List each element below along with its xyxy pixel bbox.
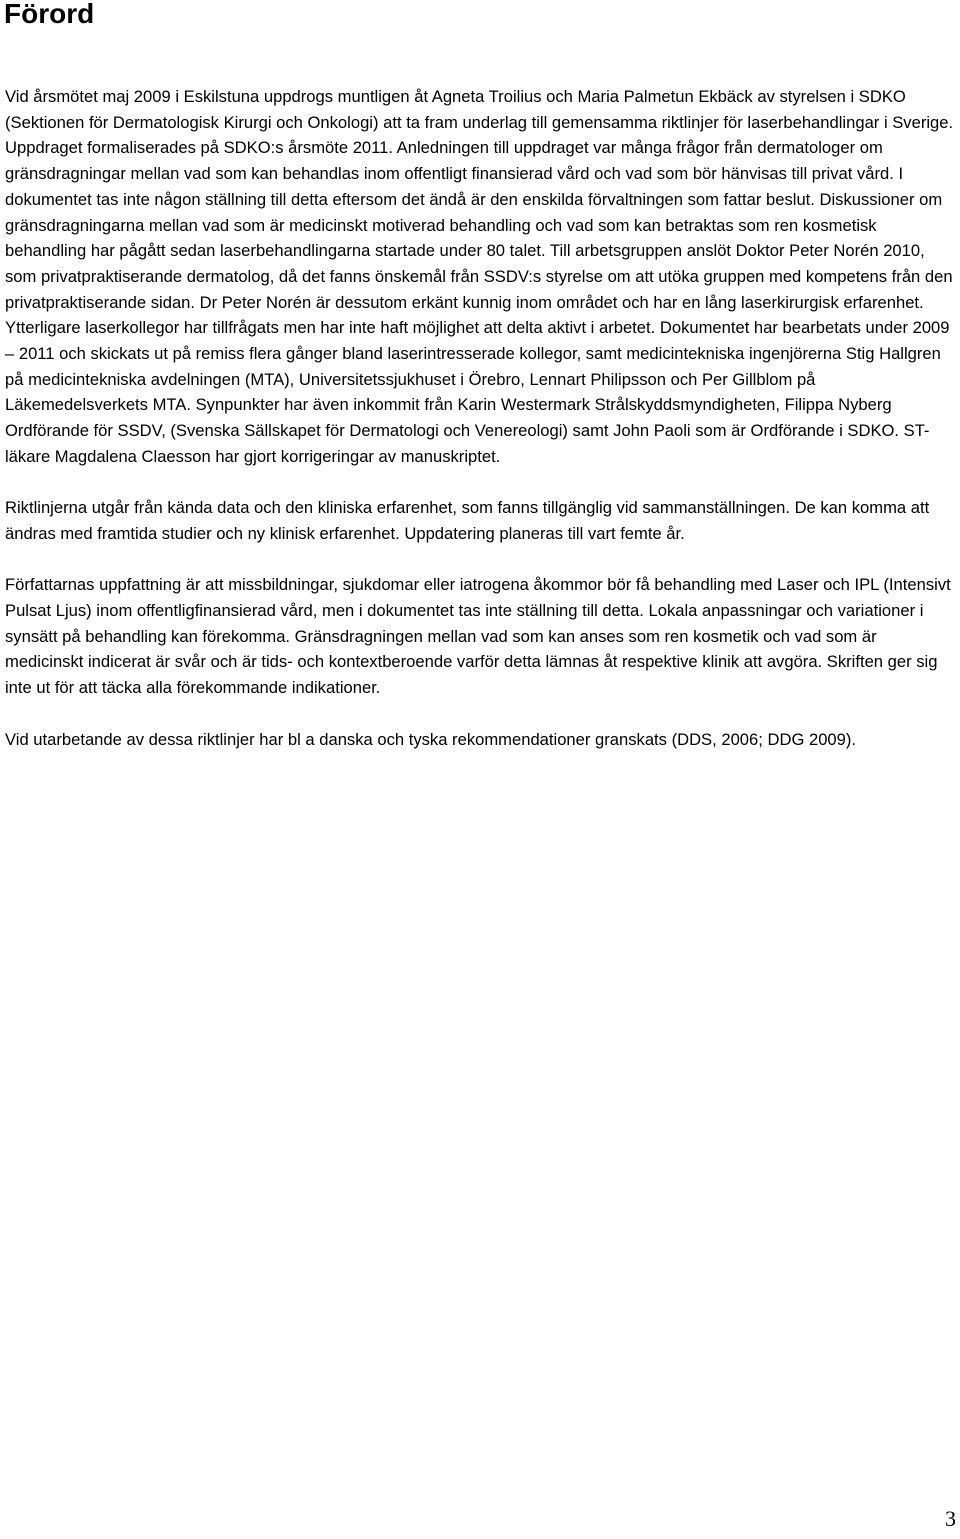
paragraph-evidence-basis: Riktlinjerna utgår från kända data och den kliniska erfarenhet, som fanns tillgänglig vid sammanställningen. De kan komma att ändras med framtida studier och ny klinisk erfarenhet. Uppdatering planeras till vart femte år. <box>5 498 930 543</box>
paragraph-references: Vid utarbetande av dessa riktlinjer har bl a danska och tyska rekommendationer granskats (DDS, 2006; DDG 2009). <box>5 729 857 749</box>
paragraph-authors-view: Författarnas uppfattning är att missbildningar, sjukdomar eller iatrogena åkommor bör få behandling med Laser och IPL (Intensivt Pulsat Ljus) inom offentligfinansierad vård, men i dokumentet tas inte ställning till detta. Lokala anpassningar och variationer i synsätt på behandling kan förekomma. Gränsdragningen mellan vad som kan anses som ren kosmetik och vad som är medicinskt indicerat är svår och är tids- och kontextberoende varför detta lämnas åt respektive klinik att avgöra. Skriften ger sig inte ut för att täcka alla förekommande indikationer. <box>5 575 951 698</box>
paragraph-background: Vid årsmötet maj 2009 i Eskilstuna uppdrogs muntligen åt Agneta Troilius och Maria Palmetun Ekbäck av styrelsen i SDKO (Sektionen för Dermatologisk Kirurgi och Onkologi) att ta fram underlag till gemensamma riktlinjer för laserbehandlingar i Sverige. Uppdraget formaliserades på SDKO:s årsmöte 2011. Anledningen till uppdraget var många frågor från dermatologer om gränsdragningar mellan vad som kan behandlas inom offentligt finansierad vård och vad som bör hänvisas till privat vård. I dokumentet tas inte någon ställning till detta eftersom det ändå är den enskilda förvaltningen som fattar beslut. Diskussioner om gränsdragningarna mellan vad som är medicinskt motiverad behandling och vad som kan betraktas som ren kosmetisk behandling har pågått sedan laserbehandlingarna startade under 80 talet. Till arbetsgruppen anslöt Doktor Peter Norén 2010, som privatpraktiserande dermatolog, då det fanns önskemål från SSDV:s styrelse om att utöka gruppen med kompetens från den privatpraktiserande sidan. Dr Peter Norén är dessutom erkänt kunnig inom området och har en lång laserkirurgisk erfarenhet. Ytterligare laserkollegor har tillfrågats men har inte haft möjlighet att delta aktivt i arbetet. Dokumentet har bearbetats under 2009 – 2011 och skickats ut på remiss flera gånger bland laserintresserade kollegor, samt medicintekniska ingenjörerna Stig Hallgren på medicintekniska avdelningen (MTA), Universitetssjukhuset i Örebro, Lennart Philipsson och Per Gillblom på Läkemedelsverkets MTA. Synpunkter har även inkommit från Karin Westermark Strålskyddsmyndigheten, Filippa Nyberg Ordförande för SSDV, (Svenska Sällskapet för Dermatologi och Venereologi) samt John Paoli som är Ordförande i SDKO. ST-läkare Magdalena Claesson har gjort korrigeringar av manuskriptet. <box>5 87 954 466</box>
page-title: Förord <box>4 0 95 29</box>
page-number: 3 <box>945 1506 956 1531</box>
document-body <box>5 84 957 778</box>
